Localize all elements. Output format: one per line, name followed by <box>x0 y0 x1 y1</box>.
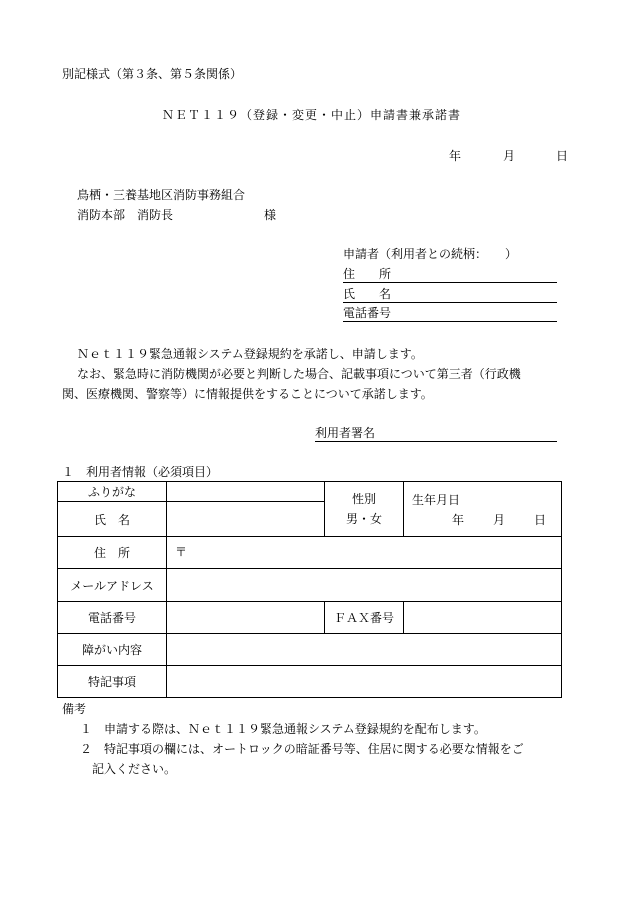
applicant-phone-label: 電話番号 <box>343 306 392 320</box>
signature-label: 利用者署名 <box>315 426 376 440</box>
table-row-email <box>58 569 562 602</box>
notes-label: 特記事項 <box>58 666 167 698</box>
user-info-table <box>57 481 562 698</box>
furigana-label: ふりがな <box>58 482 167 502</box>
addressee-org: 鳥栖・三養基地区消防事務組合 <box>77 188 246 202</box>
address-field[interactable] <box>167 537 562 569</box>
table-row-notes <box>58 666 562 698</box>
date-day-label: 日 <box>556 149 569 163</box>
section-title: １ 利用者情報（必須項目） <box>62 465 219 479</box>
remarks-item-1: １ 申請する際は、Ｎｅｔ１１９緊急通報システム登録規約を配布します。 <box>80 722 486 736</box>
dob-cell[interactable] <box>404 482 562 537</box>
form-title: ＮＥＴ１１９（登録・変更・中止）申請書兼承諾書 <box>162 108 462 122</box>
email-label: メールアドレス <box>58 569 167 602</box>
furigana-field[interactable] <box>167 482 325 502</box>
date-year-label: 年 <box>449 149 462 163</box>
remarks-heading: 備考 <box>62 702 87 716</box>
fax-label: ＦＡＸ番号 <box>325 602 404 634</box>
applicant-address-line[interactable] <box>343 282 557 283</box>
addressee-title: 消防本部 消防長 <box>77 208 174 222</box>
phone-field[interactable] <box>167 602 325 634</box>
name-label: 氏 名 <box>58 502 167 537</box>
signature-line[interactable] <box>315 441 557 442</box>
form-reference: 別記様式（第３条、第５条関係） <box>62 67 243 81</box>
remarks-item-2-line-1: ２ 特記事項の欄には、オートロックの暗証番号等、住居に関する必要な情報をご <box>80 742 524 756</box>
consent-paragraph-2-line-2: 関、医療機関、警察等）に情報提供をすることについて承諾します。 <box>62 387 433 401</box>
remarks-item-2-line-2: 記入ください。 <box>92 762 177 776</box>
date-month-label: 月 <box>503 149 516 163</box>
disability-label: 障がい内容 <box>58 634 167 666</box>
notes-field[interactable] <box>167 666 562 698</box>
applicant-name-label: 氏 名 <box>343 287 392 301</box>
addressee-honorific: 様 <box>264 208 277 222</box>
table-row-disability <box>58 634 562 666</box>
dob-year-label: 年 <box>452 513 465 527</box>
table-row-phone <box>58 602 562 634</box>
dob-month-label: 月 <box>493 513 506 527</box>
consent-paragraph-1: Ｎｅｔ１１９緊急通報システム登録規約を承諾し、申請します。 <box>77 347 423 361</box>
email-field[interactable] <box>167 569 562 602</box>
dob-day-label: 日 <box>534 513 547 527</box>
postal-mark: 〒 <box>175 545 188 559</box>
table-row-furigana <box>58 482 562 502</box>
name-field[interactable] <box>167 502 325 537</box>
gender-label: 性別 <box>351 492 376 506</box>
applicant-heading: 申請者（利用者との続柄： ） <box>343 247 518 261</box>
applicant-phone-line[interactable] <box>343 321 557 322</box>
phone-label: 電話番号 <box>58 602 167 634</box>
disability-field[interactable] <box>167 634 562 666</box>
gender-options: 男・女 <box>345 512 382 526</box>
applicant-address-label: 住 所 <box>343 267 392 281</box>
applicant-name-line[interactable] <box>343 302 557 303</box>
gender-cell[interactable] <box>325 482 404 537</box>
fax-field[interactable] <box>404 602 562 634</box>
table-row-address <box>58 537 562 569</box>
consent-paragraph-2-line-1: なお、緊急時に消防機関が必要と判断した場合、記載事項について第三者（行政機 <box>77 367 521 381</box>
address-label: 住 所 <box>58 537 167 569</box>
dob-label: 生年月日 <box>412 493 461 507</box>
